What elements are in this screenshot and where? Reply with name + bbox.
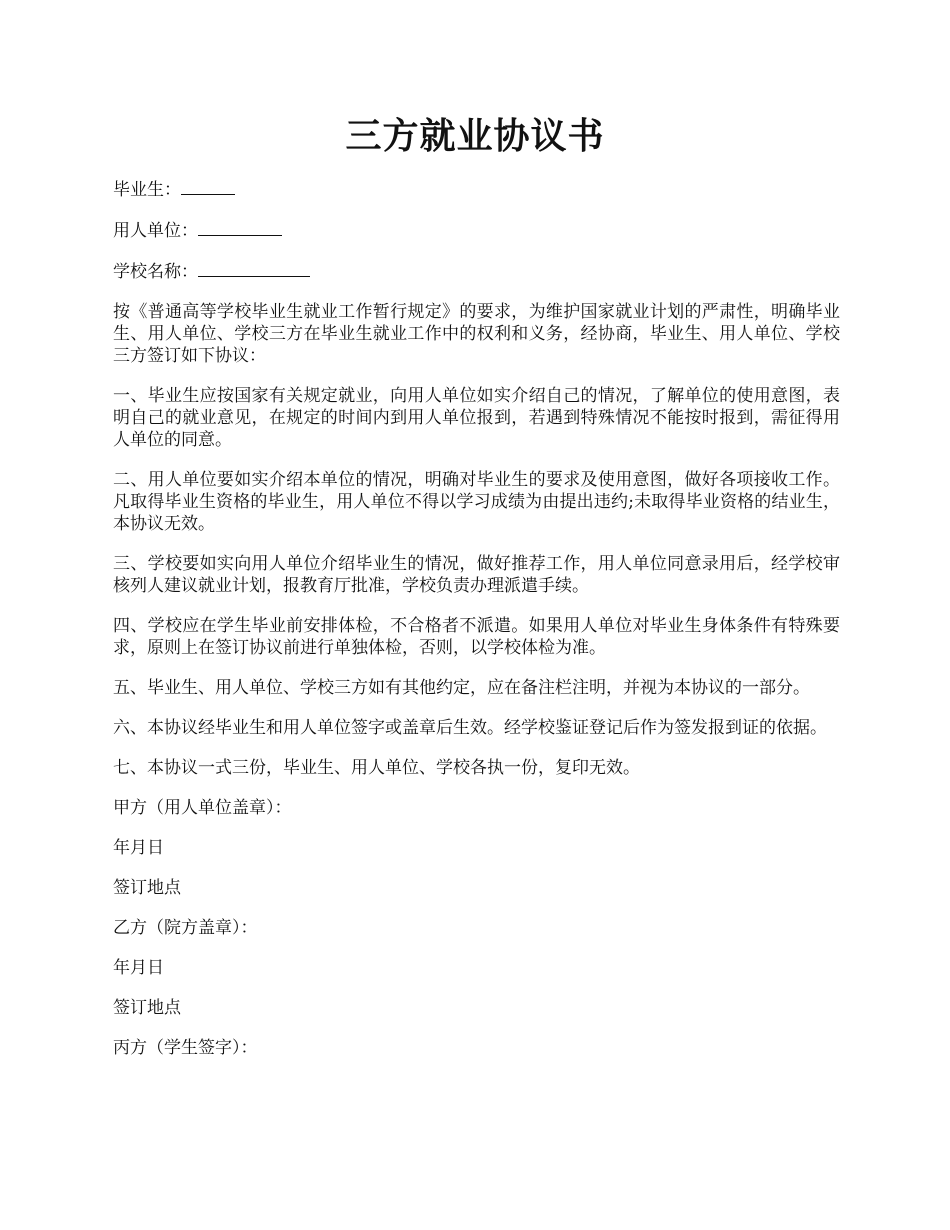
document-body — [113, 178, 840, 1077]
clause-5: 五、毕业生、用人单位、学校三方如有其他约定，应在备注栏注明，并视为本协议的一部分。 — [113, 678, 810, 698]
clause-4: 四、学校应在学生毕业前安排体检，不合格者不派遣。如果用人单位对毕业生身体条件有特殊要求，原则上在签订协议前进行单独体检，否则，以学校体检为准。 — [113, 616, 840, 658]
school-field — [113, 260, 840, 283]
graduate-field — [113, 178, 840, 201]
employer-blank — [198, 219, 282, 236]
employer-field — [113, 219, 840, 242]
party-a-date: 年月日 — [113, 838, 164, 858]
clause-1: 一、毕业生应按国家有关规定就业，向用人单位如实介绍自己的情况，了解单位的使用意图，表明自己的就业意见，在规定的时间内到用人单位报到，若遇到特殊情况不能按时报到，需征得用人单位的同意。 — [113, 386, 840, 450]
school-label: 学校名称： — [113, 262, 198, 282]
clause-6: 六、本协议经毕业生和用人单位签字或盖章后生效。经学校鉴证登记后作为签发报到证的依据。 — [113, 718, 827, 738]
party-c-label: 丙方（学生签字）： — [113, 1038, 258, 1058]
party-b-date: 年月日 — [113, 958, 164, 978]
party-b-label: 乙方（院方盖章）： — [113, 918, 258, 938]
party-a-label: 甲方（用人单位盖章）： — [113, 798, 292, 818]
graduate-blank — [181, 178, 235, 195]
clause-3: 三、学校要如实向用人单位介绍毕业生的情况，做好推荐工作，用人单位同意录用后，经学校审核列人建议就业计划，报教育厅批准，学校负责办理派遣手续。 — [113, 554, 840, 596]
clause-2: 二、用人单位要如实介绍本单位的情况，明确对毕业生的要求及使用意图，做好各项接收工作。凡取得毕业生资格的毕业生，用人单位不得以学习成绩为由提出违约;未取得毕业资格的结业生，本协议无效。 — [113, 470, 840, 534]
party-b-place: 签订地点 — [113, 998, 181, 1018]
school-blank — [198, 260, 310, 277]
document-title: 三方就业协议书 — [345, 115, 605, 157]
employer-label: 用人单位： — [113, 221, 198, 241]
party-a-place: 签订地点 — [113, 878, 181, 898]
clause-7: 七、本协议一式三份，毕业生、用人单位、学校各执一份，复印无效。 — [113, 758, 640, 778]
intro-paragraph: 按《普通高等学校毕业生就业工作暂行规定》的要求，为维护国家就业计划的严肃性，明确毕业生、用人单位、学校三方在毕业生就业工作中的权利和义务，经协商，毕业生、用人单位、学校三方签订如下协议： — [113, 302, 840, 366]
graduate-label: 毕业生： — [113, 180, 181, 200]
